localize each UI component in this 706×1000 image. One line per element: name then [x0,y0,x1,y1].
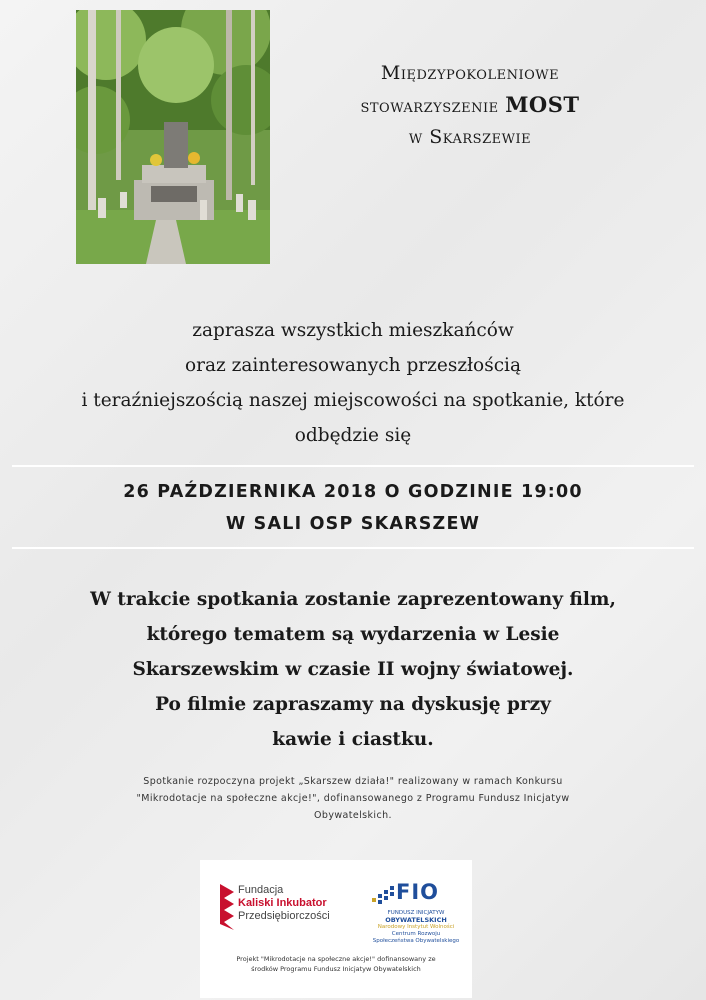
invitation-text [0,313,706,453]
invitation-line: odbędzie się [294,425,412,446]
invitation-line: zaprasza wszystkich mieszkańców [192,320,514,341]
sponsor-logos-panel [200,860,472,998]
foundation-name [238,884,330,923]
description-line: kawie i ciastku. [272,729,434,750]
organization-line-2 [300,89,640,122]
foundation-logo [220,882,350,932]
description-line: W trakcie spotkania zostanie zaprezentowany film, [90,589,616,610]
funding-note [60,773,646,824]
divider-bottom [12,547,694,549]
funding-line: Spotkanie rozpoczyna projekt „Skarszew działa!" realizowany w ramach Konkursu [143,776,563,787]
organization-name-most: MOST [505,92,580,117]
fio-sub-line-1: FUNDUSZ INICJATYW [387,910,445,916]
organization-line-3: w Skarszewie [408,126,532,148]
fio-sub-line-3: Narodowy Instytut Wolności [377,924,455,930]
foundation-line-2: Kaliski Inkubator [238,897,327,909]
description-line: Skarszewskim w czasie II wojny światowej. [132,659,574,680]
description-line: Po filmie zapraszamy na dyskusję przy [155,694,551,715]
foundation-line-1: Fundacja [238,884,284,896]
event-description [0,582,706,757]
divider-top [12,465,694,467]
invitation-line: oraz zainteresowanych przeszłością [185,355,521,376]
memorial-photo [76,10,270,264]
memorial-photo-image [76,10,270,264]
organization-name [300,58,640,153]
logos-caption-line: Projekt "Mikrodotacje na społeczne akcje!" dofinansowany ze [236,955,436,963]
event-details [0,476,706,540]
fio-subtitle [372,910,460,945]
logos-caption [210,954,462,974]
organization-line-1: Międzypokoleniowe [380,62,560,84]
event-date: 26 PAŹDZIERNIKA 2018 O GODZINIE 19:00 [123,482,583,502]
organization-line-2-prefix: stowarzyszenie [360,95,506,117]
fio-title: FIO [396,880,440,904]
funding-line: Obywatelskich. [314,810,392,821]
fio-logo [370,880,460,944]
logos-caption-line: środków Programu Fundusz Inicjatyw Obywatelskich [251,965,421,973]
description-line: którego tematem są wydarzenia w Lesie [146,624,560,645]
funding-line: "Mikrodotacje na społeczne akcje!", dofinansowanego z Programu Fundusz Inicjatyw [136,793,570,804]
fio-sub-line-2: OBYWATELSKICH [385,916,447,924]
foundation-line-3: Przedsiębiorczości [238,910,330,922]
fio-sub-line-4: Centrum Rozwoju Społeczeństwa Obywatelskiego [372,931,460,944]
invitation-line: i teraźniejszością naszej miejscowości na spotkanie, które [81,390,625,411]
foundation-mark-icon [220,884,234,930]
fio-dots-icon [372,884,394,906]
event-place: W SALI OSP SKARSZEW [225,514,481,534]
